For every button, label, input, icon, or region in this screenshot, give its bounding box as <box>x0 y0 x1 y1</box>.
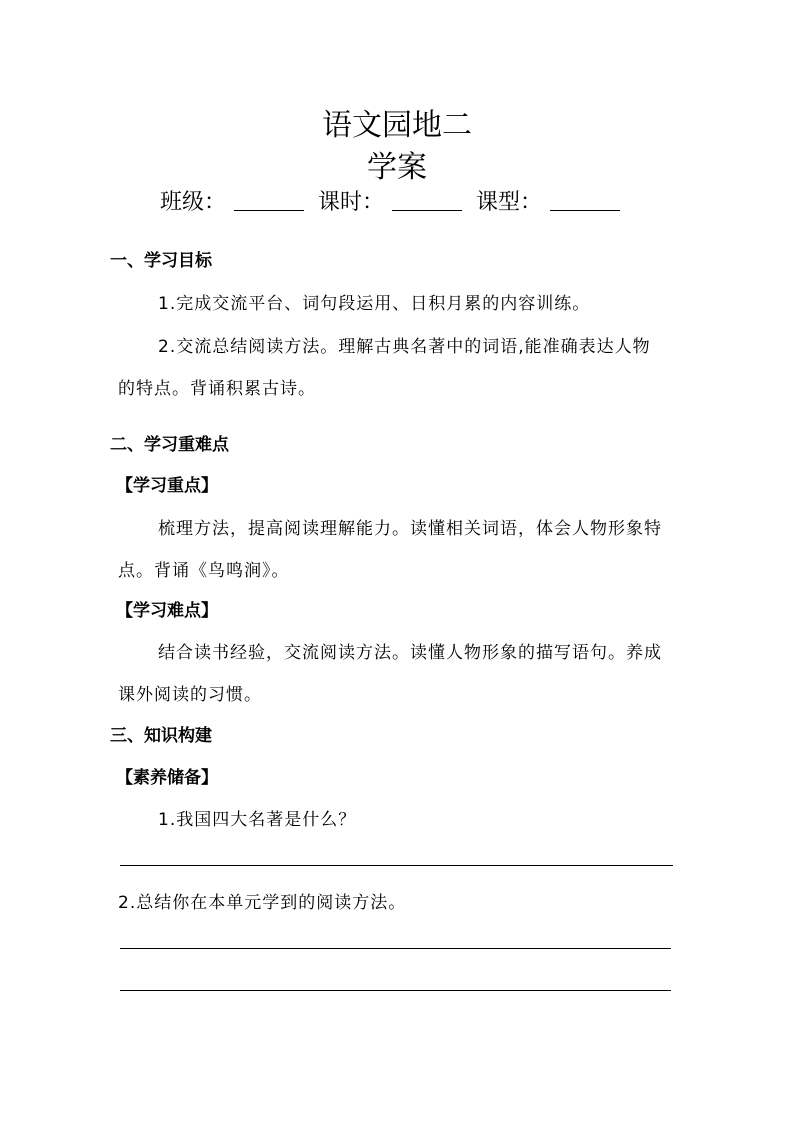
answer-line-1[interactable] <box>120 865 673 866</box>
question-1: 1.我国四大名著是什么？ <box>158 810 357 830</box>
answer-line-2[interactable] <box>120 948 671 949</box>
prep-label: 【素养储备】 <box>116 768 218 788</box>
section1-item2-line2: 的特点。背诵积累古诗。 <box>118 379 316 399</box>
question-2: 2.总结你在本单元学到的阅读方法。 <box>118 893 407 913</box>
section2-heading: 二、学习重难点 <box>110 435 229 455</box>
page-title: 语文园地二 <box>322 108 472 143</box>
focus-line1: 梳理方法，提高阅读理解能力。读懂相关词语，体会人物形象特 <box>158 519 662 539</box>
meta-row <box>160 185 634 216</box>
type-blank[interactable] <box>550 190 620 211</box>
section1-item1: 1.完成交流平台、词句段运用、日积月累的内容训练。 <box>158 294 591 314</box>
difficulty-line1: 结合读书经验，交流阅读方法。读懂人物形象的描写语句。养成 <box>158 643 662 663</box>
difficulty-label: 【学习难点】 <box>116 601 218 621</box>
section3-heading: 三、知识构建 <box>110 726 212 746</box>
period-label: 课时： <box>318 190 385 215</box>
focus-line2: 点。背诵《鸟鸣涧》。 <box>118 561 290 581</box>
type-label: 课型： <box>476 190 543 215</box>
class-blank[interactable] <box>234 190 304 211</box>
section1-heading: 一、学习目标 <box>110 251 212 271</box>
answer-line-3[interactable] <box>120 990 671 991</box>
period-blank[interactable] <box>392 190 462 211</box>
section1-item2-line1: 2.交流总结阅读方法。理解古典名著中的词语,能准确表达人物 <box>158 337 651 357</box>
difficulty-line2: 课外阅读的习惯。 <box>118 685 262 705</box>
page-subtitle: 学案 <box>367 150 427 185</box>
class-label: 班级： <box>160 190 227 215</box>
focus-label: 【学习重点】 <box>116 476 218 496</box>
